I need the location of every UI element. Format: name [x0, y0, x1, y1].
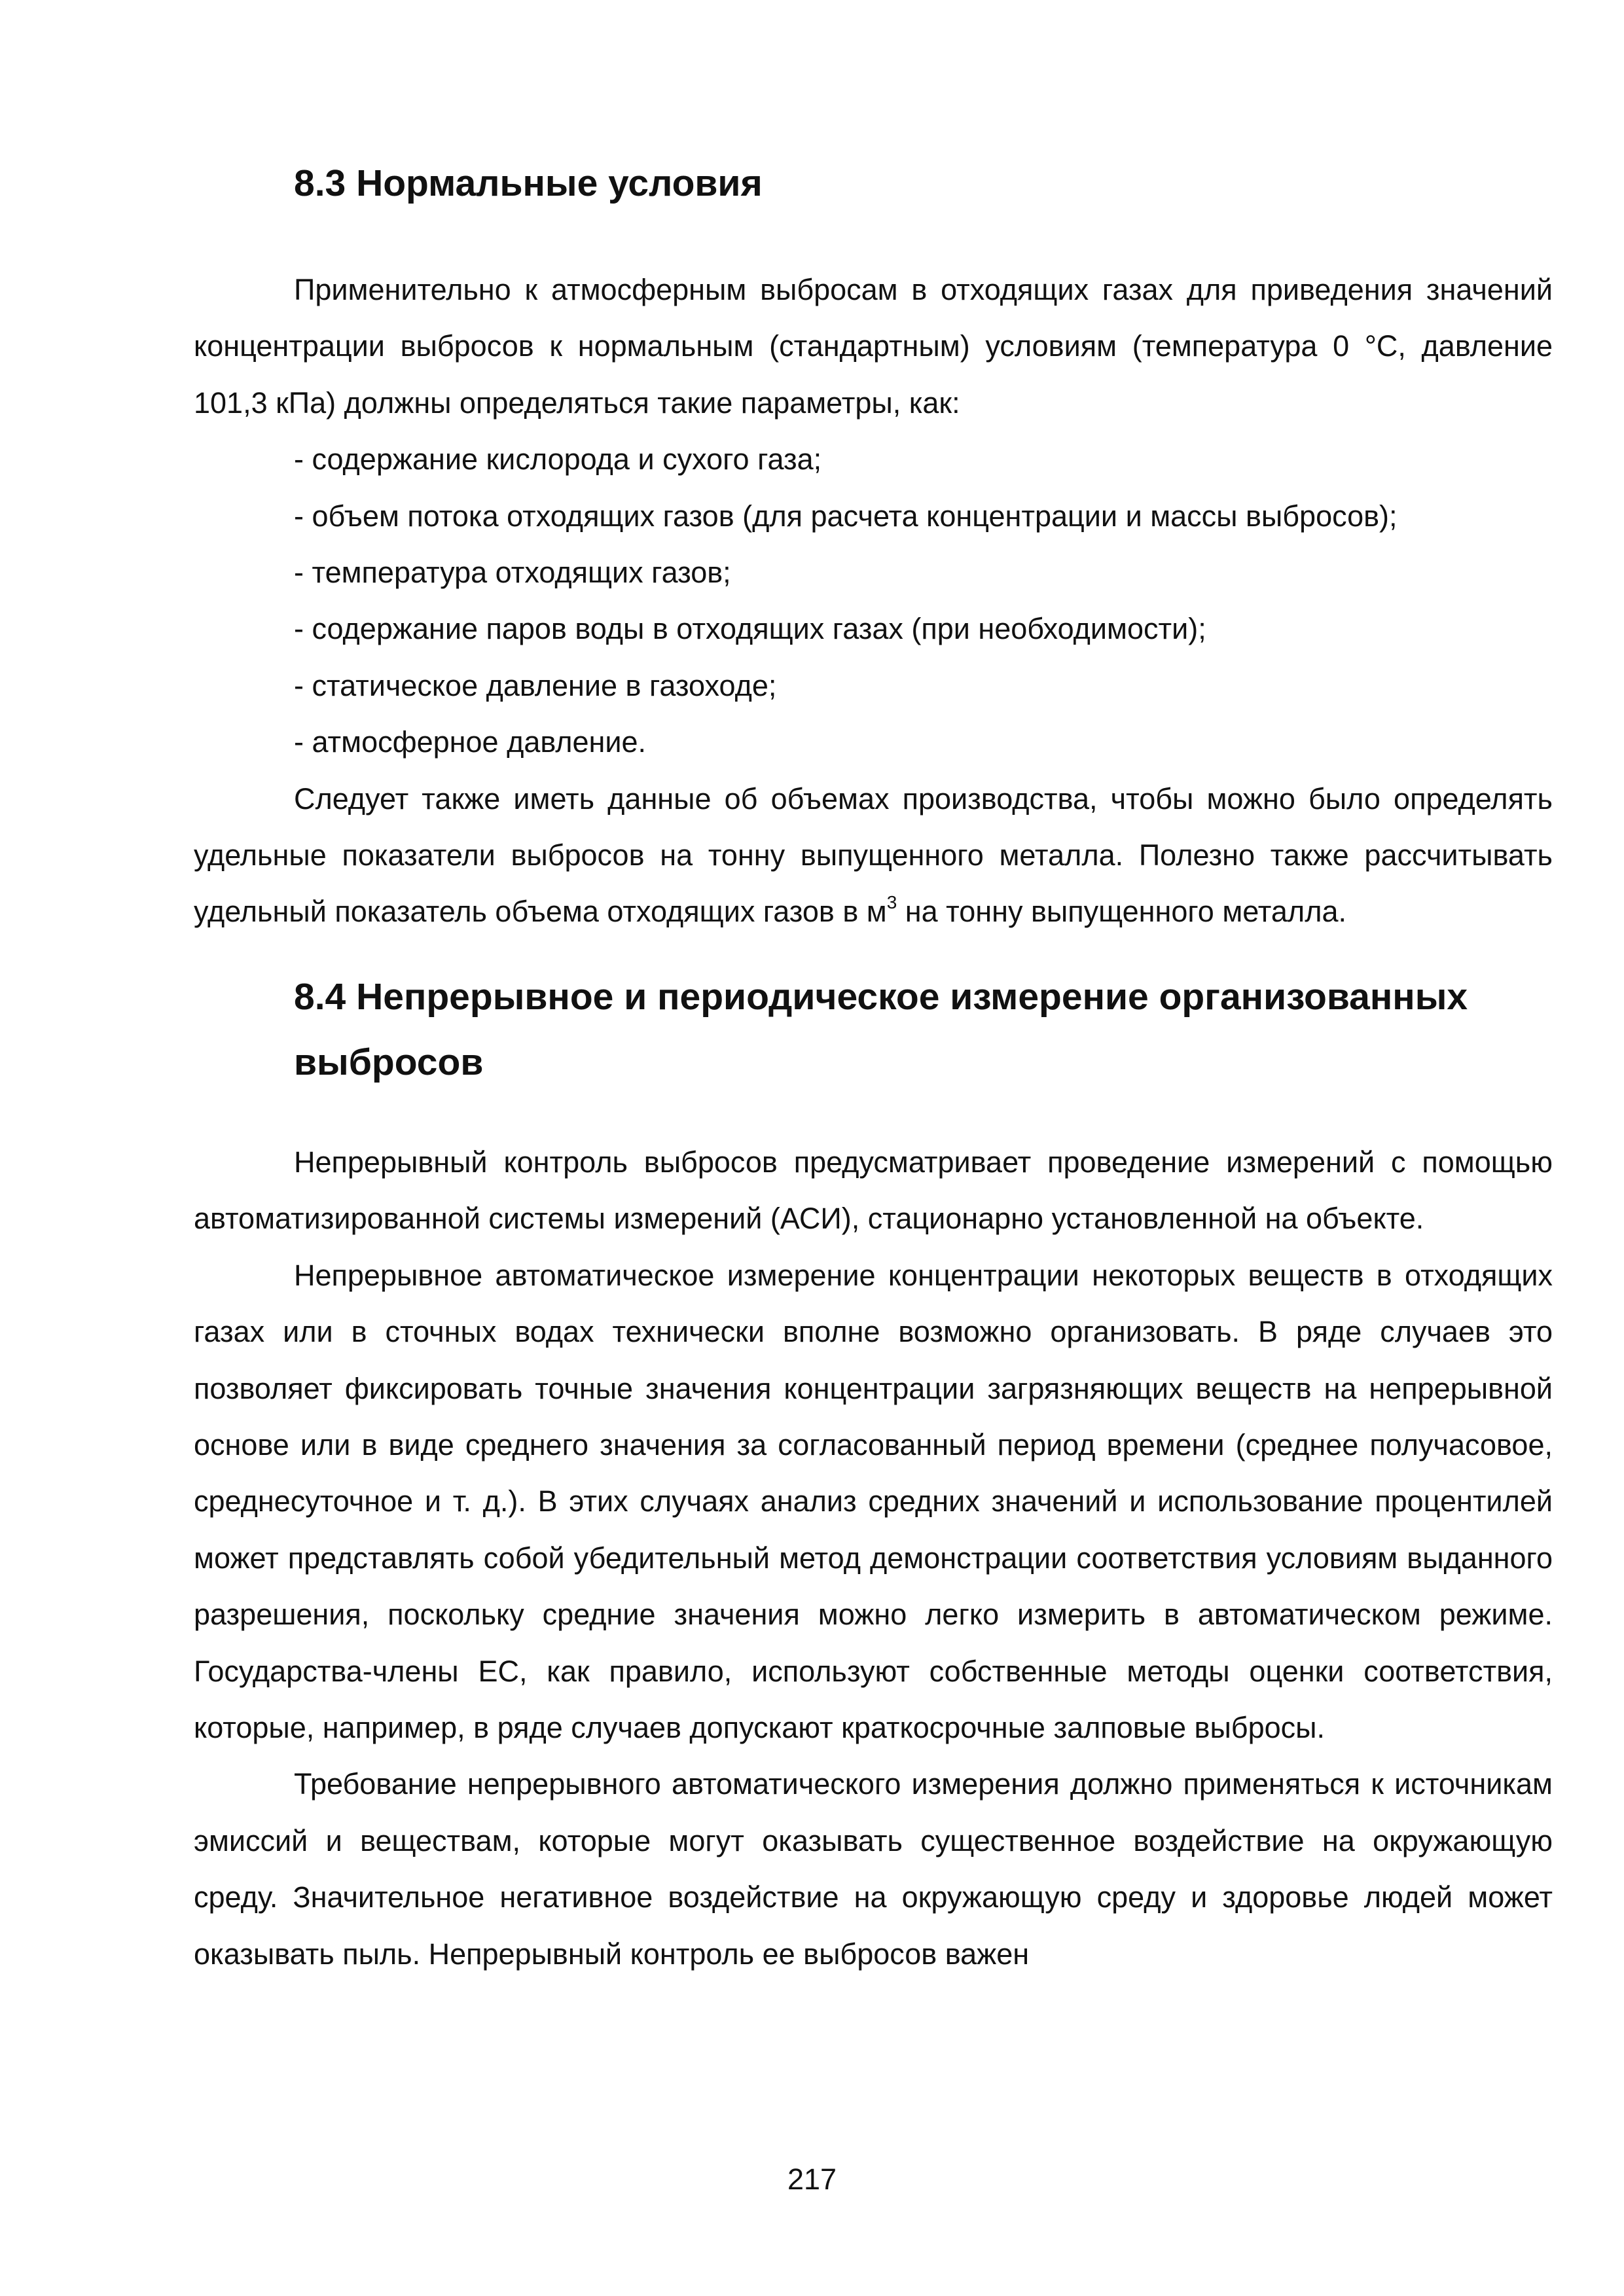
paragraph: Непрерывный контроль выбросов предусматривает проведение измерений с помощью автоматизированной системы измерений (АСИ), стационарно установленной на объекте.: [194, 1145, 1553, 1236]
list-item: - статическое давление в газоходе;: [294, 668, 777, 702]
section-heading-8-3: 8.3 Нормальные условия: [294, 162, 763, 204]
list-item: - атмосферное давление.: [294, 725, 647, 759]
list-item: - содержание кислорода и сухого газа;: [294, 442, 822, 476]
paragraph-text: на тонну выпущенного металла.: [897, 895, 1346, 929]
page-content: [194, 131, 1553, 1982]
list-item: - содержание паров воды в отходящих газах (при необходимости);: [294, 612, 1206, 646]
section-heading-8-4: 8.4 Непрерывное и периодическое измерение организованных выбросов: [294, 975, 1468, 1083]
parameter-list: [194, 431, 1553, 770]
paragraph-text: Следует также иметь данные об объемах производства, чтобы можно было определять удельные показатели выбросов на тонну выпущенного металла. Полезно также рассчитывать удельный показатель объема отходящих газов в м: [194, 781, 1553, 929]
list-item: - температура отходящих газов;: [294, 556, 731, 590]
list-item: - объем потока отходящих газов (для расчета концентрации и массы выбросов);: [294, 499, 1398, 533]
paragraph: Требование непрерывного автоматического измерения должно применяться к источникам эмиссий и веществам, которые могут оказывать существенное воздействие на окружающую среду. Значительное негативное воздействие на окружающую среду и здоровье людей может оказывать пыль. Непрерывный контроль ее выбросов важен: [194, 1767, 1553, 1971]
page-number: 217: [787, 2162, 837, 2196]
paragraph: Непрерывное автоматическое измерение концентрации некоторых веществ в отходящих газах или в сточных водах технически вполне возможно организовать. В ряде случаев это позволяет фиксировать точные значения концентрации загрязняющих веществ на непрерывной основе или в виде среднего значения за согласованный период времени (среднее получасовое, среднесуточное и т. д.). В этих случаях анализ средних значений и использование процентилей может представлять собой убедительный метод демонстрации соответствия условиям выданного разрешения, поскольку средние значения можно легко измерить в автоматическом режиме. Государства-члены ЕС, как правило, используют собственные методы оценки соответствия, которые, например, в ряде случаев допускают краткосрочные залповые выбросы.: [194, 1258, 1553, 1744]
superscript: 3: [886, 892, 897, 913]
paragraph-intro: Применительно к атмосферным выбросам в отходящих газах для приведения значений концентрации выбросов к нормальным (стандартным) условиям (температура 0 °С, давление 101,3 кПа) должны определяться такие параметры, как:: [194, 273, 1553, 420]
paragraph-production-data: [194, 771, 1553, 941]
